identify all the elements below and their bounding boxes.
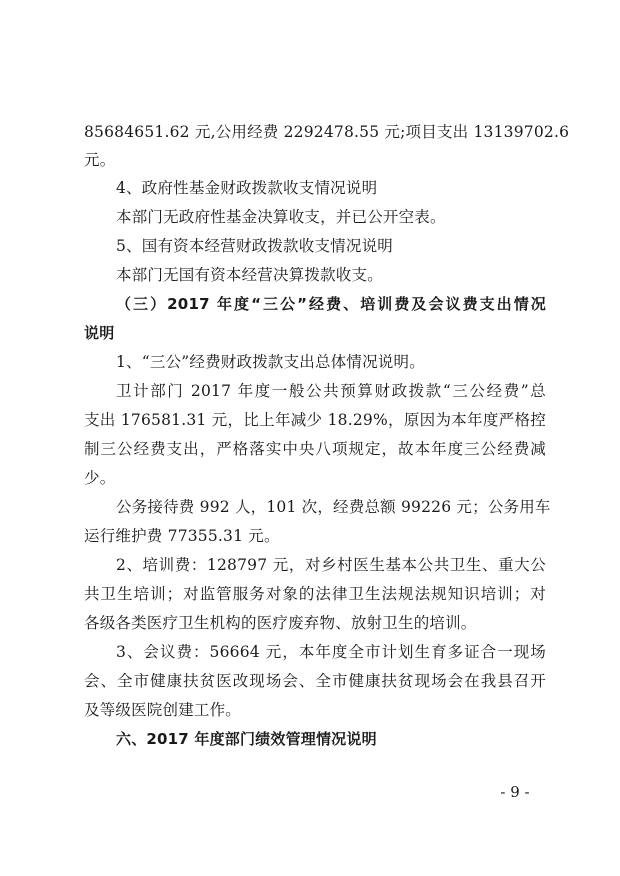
section-heading-three-public: （三）2017 年度“三公”经费、培训费及会议费支出情况 (116, 295, 546, 313)
text-line-reception: 公务接待费 992 人，101 次，经费总额 99226 元；公务用车 (116, 498, 551, 516)
heading-government-fund: 4、政府性基金财政拨款收支情况说明 (116, 179, 378, 197)
text-line-meeting-end: 及等级医院创建工作。 (84, 701, 242, 719)
text-line-three-public-end: 少。 (84, 469, 116, 487)
text-line-no-state-capital: 本部门无国有资本经营决算拨款收支。 (116, 266, 383, 284)
text-line-no-government-fund: 本部门无政府性基金决算收支，并已公开空表。 (116, 208, 446, 226)
text-line-three-public-decrease: 支出 176581.31 元，比上年减少 18.29%，原因为本年度严格控 (84, 411, 546, 429)
text-line-meeting: 3、会议费：56664 元，本年度全市计划生育多证合一现场 (116, 643, 546, 661)
text-line-training-cont: 共卫生培训；对监管服务对象的法律卫生法规法规知识培训；对 (84, 585, 546, 603)
text-line-three-public-overview: 1、“三公”经费财政拨款支出总体情况说明。 (116, 353, 425, 371)
section-heading-three-public-cont: 说明 (84, 324, 115, 342)
text-line-training: 2、培训费：128797 元，对乡村医生基本公共卫生、重大公 (116, 556, 546, 574)
text-line-personnel-expense: 85684651.62 元,公用经费 2292478.55 元;项目支出 13139702.6 (84, 123, 570, 141)
heading-state-capital: 5、国有资本经营财政拨款收支情况说明 (116, 237, 393, 255)
text-line-three-public-total: 卫计部门 2017 年度一般公共预算财政拨款“三公经费”总 (116, 382, 546, 400)
text-line-training-end: 各级各类医疗卫生机构的医疗废弃物、放射卫生的培训。 (84, 614, 477, 632)
text-line-yuan: 元。 (84, 151, 116, 169)
section-heading-performance: 六、2017 年度部门绩效管理情况说明 (116, 730, 377, 748)
page-number: - 9 - (500, 783, 530, 801)
text-line-vehicle: 运行维护费 77355.31 元。 (84, 527, 280, 545)
text-line-meeting-cont: 会、全市健康扶贫医改现场会、全市健康扶贫现场会在我县召开 (84, 672, 546, 690)
text-line-three-public-control: 制三公经费支出，严格落实中央八项规定，故本年度三公经费减 (84, 440, 546, 458)
